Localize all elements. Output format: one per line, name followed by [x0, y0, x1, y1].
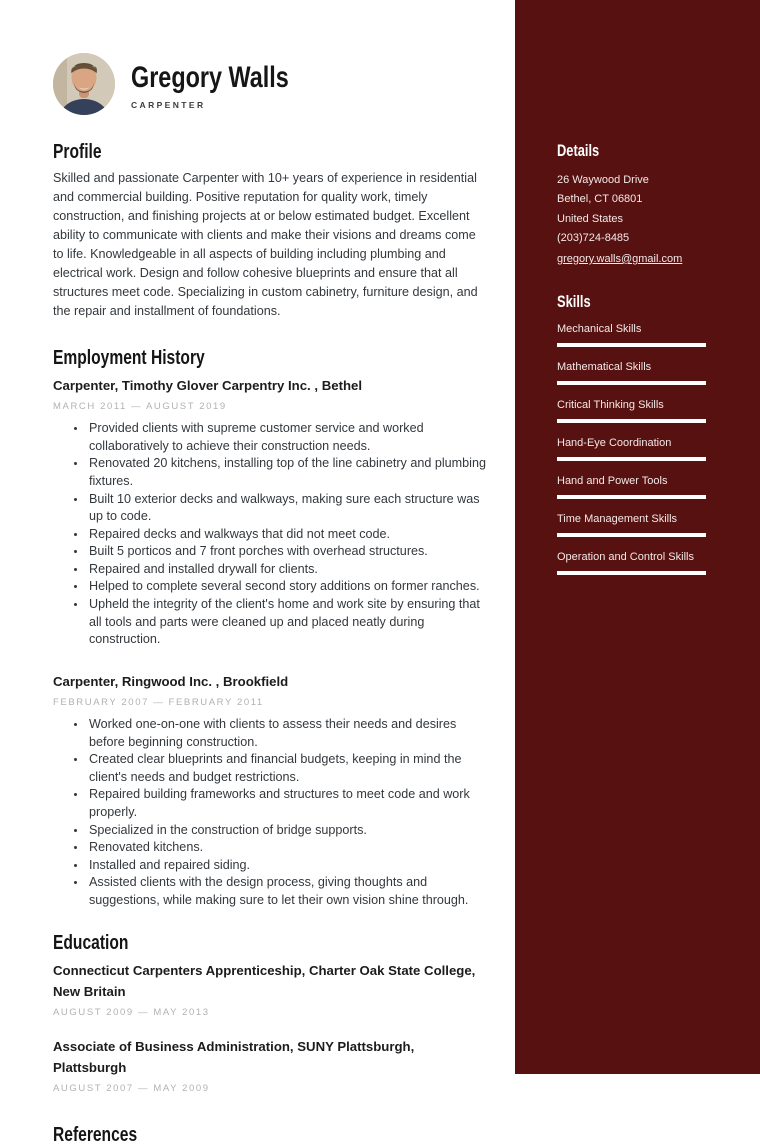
job-dates: FEBRUARY 2007 — FEBRUARY 2011: [53, 696, 264, 708]
skill-level-fill: [557, 571, 706, 575]
avatar-illustration: [53, 53, 115, 115]
employment-history-section: [53, 347, 489, 910]
skill-item: [557, 360, 706, 385]
address-line-2: Bethel, CT 06801: [557, 193, 643, 206]
skill-level-bar: [557, 495, 706, 499]
skill-item: [557, 550, 706, 575]
job-bullet: • Helped to complete several second story additions on former ranches.: [87, 578, 489, 596]
job-entry: [53, 671, 489, 910]
skills-heading: Skills: [557, 293, 591, 312]
skill-label: Operation and Control Skills: [557, 551, 694, 564]
education-heading: Education: [53, 931, 129, 954]
job-bullet: • Installed and repaired siding.: [87, 857, 489, 875]
skill-level-fill: [557, 343, 706, 347]
education-dates: AUGUST 2007 — MAY 2009: [53, 1083, 210, 1094]
job-bullet: • Repaired building frameworks and structures to meet code and work properly.: [87, 786, 489, 821]
education-title: Connecticut Carpenters Apprenticeship, Charter Oak State College, New Britain: [53, 962, 476, 999]
job-bullet: • Assisted clients with the design process, giving thoughts and suggestions, while making sure to let their own vision shine through.: [87, 874, 489, 909]
profile-section: [53, 141, 489, 321]
skill-item: [557, 474, 706, 499]
education-dates: AUGUST 2009 — MAY 2013: [53, 1006, 210, 1018]
address-country: United States: [557, 212, 624, 225]
job-title: Carpenter, Timothy Glover Carpentry Inc. , Bethel: [53, 378, 363, 393]
references-heading: References: [53, 1124, 138, 1146]
skill-label: Time Management Skills: [557, 513, 678, 526]
job-bullet: • Built 10 exterior decks and walkways, making sure each structure was up to code.: [87, 491, 489, 526]
skill-label: Mathematical Skills: [557, 361, 652, 374]
email-link[interactable]: gregory.walls@gmail.com: [557, 252, 683, 265]
skill-label: Hand-Eye Coordination: [557, 437, 672, 450]
job-bullet: • Repaired decks and walkways that did not meet code.: [87, 526, 489, 544]
job-bullet: • Provided clients with supreme customer service and worked collaboratively to achieve their construction needs.: [87, 420, 489, 455]
job-bullet: • Renovated 20 kitchens, installing top of the line cabinetry and plumbing fixtures.: [87, 455, 489, 490]
skill-level-fill: [557, 381, 706, 385]
skill-level-fill: [557, 419, 706, 423]
job-bullet: • Worked one-on-one with clients to assess their needs and desires before beginning construction.: [87, 716, 489, 751]
job-bullet: • Specialized in the construction of bridge supports.: [87, 822, 489, 840]
identity-block: [131, 59, 333, 110]
employment-history-heading: Employment History: [53, 347, 205, 369]
education-section: [53, 932, 489, 1095]
job-dates: MARCH 2011 — AUGUST 2019: [53, 401, 227, 413]
skill-item: [557, 398, 706, 423]
job-bullet-list: [53, 420, 489, 649]
skill-level-bar: [557, 457, 706, 461]
education-entry: [53, 960, 489, 1018]
details-section: [557, 142, 706, 269]
sidebar: [515, 0, 760, 1074]
skills-section: [557, 293, 706, 575]
address-line-1: 26 Waywood Drive: [557, 173, 649, 186]
details-heading: Details: [557, 142, 600, 160]
profile-heading: Profile: [53, 141, 102, 163]
skill-level-fill: [557, 533, 706, 537]
job-bullet: • Repaired and installed drywall for clients.: [87, 561, 489, 579]
skill-level-fill: [557, 495, 706, 499]
education-entry: [53, 1036, 489, 1094]
skill-level-bar: [557, 533, 706, 537]
job-bullet: • Created clear blueprints and financial budgets, keeping in mind the client's needs and budget restrictions.: [87, 751, 489, 786]
job-entry: [53, 375, 489, 649]
job-bullet: • Built 5 porticos and 7 front porches with overhead structures.: [87, 543, 489, 561]
references-section: [53, 1124, 489, 1147]
job-bullet: • Upheld the integrity of the client's home and work site by ensuring that all tools and parts were cleaned up and placed neatly during construction.: [87, 596, 489, 649]
phone-number: (203)724-8485: [557, 232, 630, 245]
profile-photo: [53, 53, 115, 115]
job-bullet-list: [53, 716, 489, 910]
education-title: Associate of Business Administration, SUNY Plattsburgh, Plattsburgh: [53, 1038, 415, 1075]
resume-header: [53, 53, 489, 115]
skill-item: [557, 512, 706, 537]
candidate-job-title: CARPENTER: [131, 99, 206, 110]
skill-level-bar: [557, 381, 706, 385]
skill-label: Mechanical Skills: [557, 323, 642, 336]
skill-label: Hand and Power Tools: [557, 475, 668, 488]
skill-level-bar: [557, 571, 706, 575]
job-title: Carpenter, Ringwood Inc. , Brookfield: [53, 673, 289, 689]
skill-level-fill: [557, 457, 706, 461]
skill-level-bar: [557, 343, 706, 347]
skill-level-bar: [557, 419, 706, 423]
profile-summary: Skilled and passionate Carpenter with 10+ years of experience in residential and commercial building. Positive reputation for quality work, timely construction, and finishing projects at or below estimated budget. Excellent ability to communicate with clients and make their visions and dreams come to life. Knowledgeable in all aspects of building including plumbing and electrical work. Design and follow cohesive blueprints and ensure that all structures meet code. Specializing in custom cabinetry, furniture design, and the repair and installment of foundations.: [53, 171, 478, 318]
skill-item: [557, 322, 706, 347]
skill-item: [557, 436, 706, 461]
skill-label: Critical Thinking Skills: [557, 399, 664, 412]
candidate-name: Gregory Walls: [131, 60, 289, 94]
job-bullet: • Renovated kitchens.: [87, 839, 489, 857]
